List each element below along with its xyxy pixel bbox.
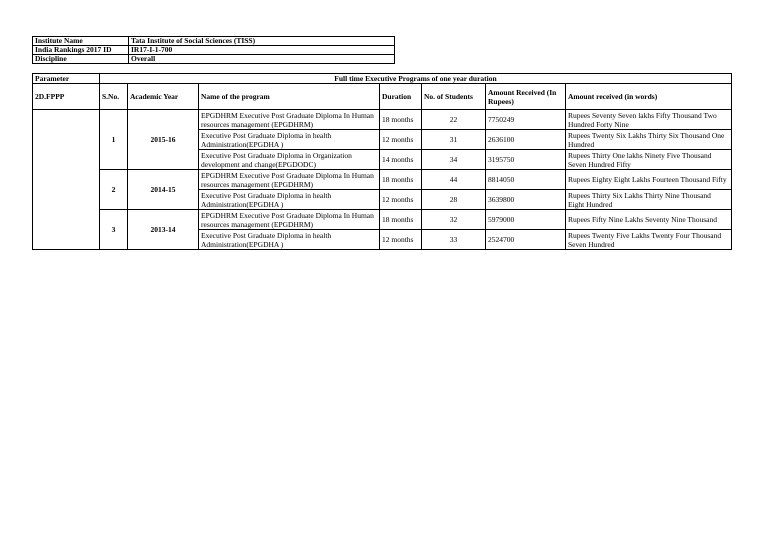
students-cell: 31 [422,130,486,150]
students-cell: 34 [422,150,486,170]
students-cell: 33 [422,230,486,250]
institute-name-value: Tata Institute of Social Sciences (TISS) [129,37,395,46]
academic-year-cell: 2013-14 [128,210,199,250]
header-academic-year: Academic Year [128,84,199,110]
duration-cell: 14 months [380,150,422,170]
program-cell: EPGDHRM Executive Post Graduate Diploma In Human resources management (EPGDHRM) [199,170,380,190]
academic-year-cell: 2014-15 [128,170,199,210]
amount-cell: 2636100 [486,130,566,150]
amount-words-cell: Rupees Twenty Five Lakhs Twenty Four Thousand Seven Hundred [566,230,732,250]
duration-cell: 18 months [380,170,422,190]
duration-cell: 12 months [380,230,422,250]
sno-cell: 3 [100,210,128,250]
header-program: Name of the program [199,84,380,110]
students-cell: 28 [422,190,486,210]
academic-year-cell: 2015-16 [128,110,199,170]
amount-cell: 3195750 [486,150,566,170]
parameter-label: Parameter [33,74,100,84]
institute-info-table [32,36,395,64]
discipline-value: Overall [129,55,395,64]
program-cell: EPGDHRM Executive Post Graduate Diploma In Human resources management (EPGDHRM) [199,210,380,230]
info-row [33,46,395,55]
duration-cell: 12 months [380,190,422,210]
header-row [33,84,732,110]
discipline-label: Discipline [33,55,129,64]
header-amount-words: Amount received (in words) [566,84,732,110]
table-body [33,110,732,250]
students-cell: 44 [422,170,486,190]
amount-words-cell: Rupees Seventy Seven lakhs Fifty Thousand Two Hundred Forty Nine [566,110,732,130]
amount-cell: 8814050 [486,170,566,190]
header-amount: Amount Received (In Rupees) [486,84,566,110]
amount-words-cell: Rupees Eighty Eight Lakhs Fourteen Thousand Fifty [566,170,732,190]
amount-words-cell: Rupees Twenty Six Lakhs Thirty Six Thousand One Hundred [566,130,732,150]
amount-words-cell: Rupees Thirty Six Lakhs Thirty Nine Thousand Eight Hundred [566,190,732,210]
amount-cell: 3639800 [486,190,566,210]
parameter-row [33,74,732,84]
info-row [33,55,395,64]
duration-cell: 18 months [380,110,422,130]
duration-cell: 18 months [380,210,422,230]
program-cell: Executive Post Graduate Diploma in health Administration(EPGDHA ) [199,190,380,210]
students-cell: 32 [422,210,486,230]
program-cell: EPGDHRM Executive Post Graduate Diploma In Human resources management (EPGDHRM) [199,110,380,130]
rankings-id-label: India Rankings 2017 ID [33,46,129,55]
amount-words-cell: Rupees Fifty Nine Lakhs Seventy Nine Thousand [566,210,732,230]
amount-cell: 7750249 [486,110,566,130]
amount-cell: 2524700 [486,230,566,250]
header-duration: Duration [380,84,422,110]
sno-cell: 1 [100,110,128,170]
rankings-id-value: IR17-I-1-700 [129,46,395,55]
header-sno: S.No. [100,84,128,110]
table-row [33,210,732,230]
table-row [33,170,732,190]
parameter-spacer [33,110,100,250]
duration-cell: 12 months [380,130,422,150]
program-cell: Executive Post Graduate Diploma in health Administration(EPGDHA ) [199,130,380,150]
students-cell: 22 [422,110,486,130]
header-students: No. of Students [422,84,486,110]
table-row [33,110,732,130]
amount-cell: 5979000 [486,210,566,230]
executive-programs-table [32,73,732,250]
table-title: Full time Executive Programs of one year duration [100,74,732,84]
sno-cell: 2 [100,170,128,210]
program-cell: Executive Post Graduate Diploma in Organization development and change(EPGDODC) [199,150,380,170]
institute-name-label: Institute Name [33,37,129,46]
amount-words-cell: Rupees Thirty One lakhs Ninety Five Thousand Seven Hundred Fifty [566,150,732,170]
program-cell: Executive Post Graduate Diploma in health Administration(EPGDHA ) [199,230,380,250]
parameter-code: 2D.FPPP [33,84,100,110]
